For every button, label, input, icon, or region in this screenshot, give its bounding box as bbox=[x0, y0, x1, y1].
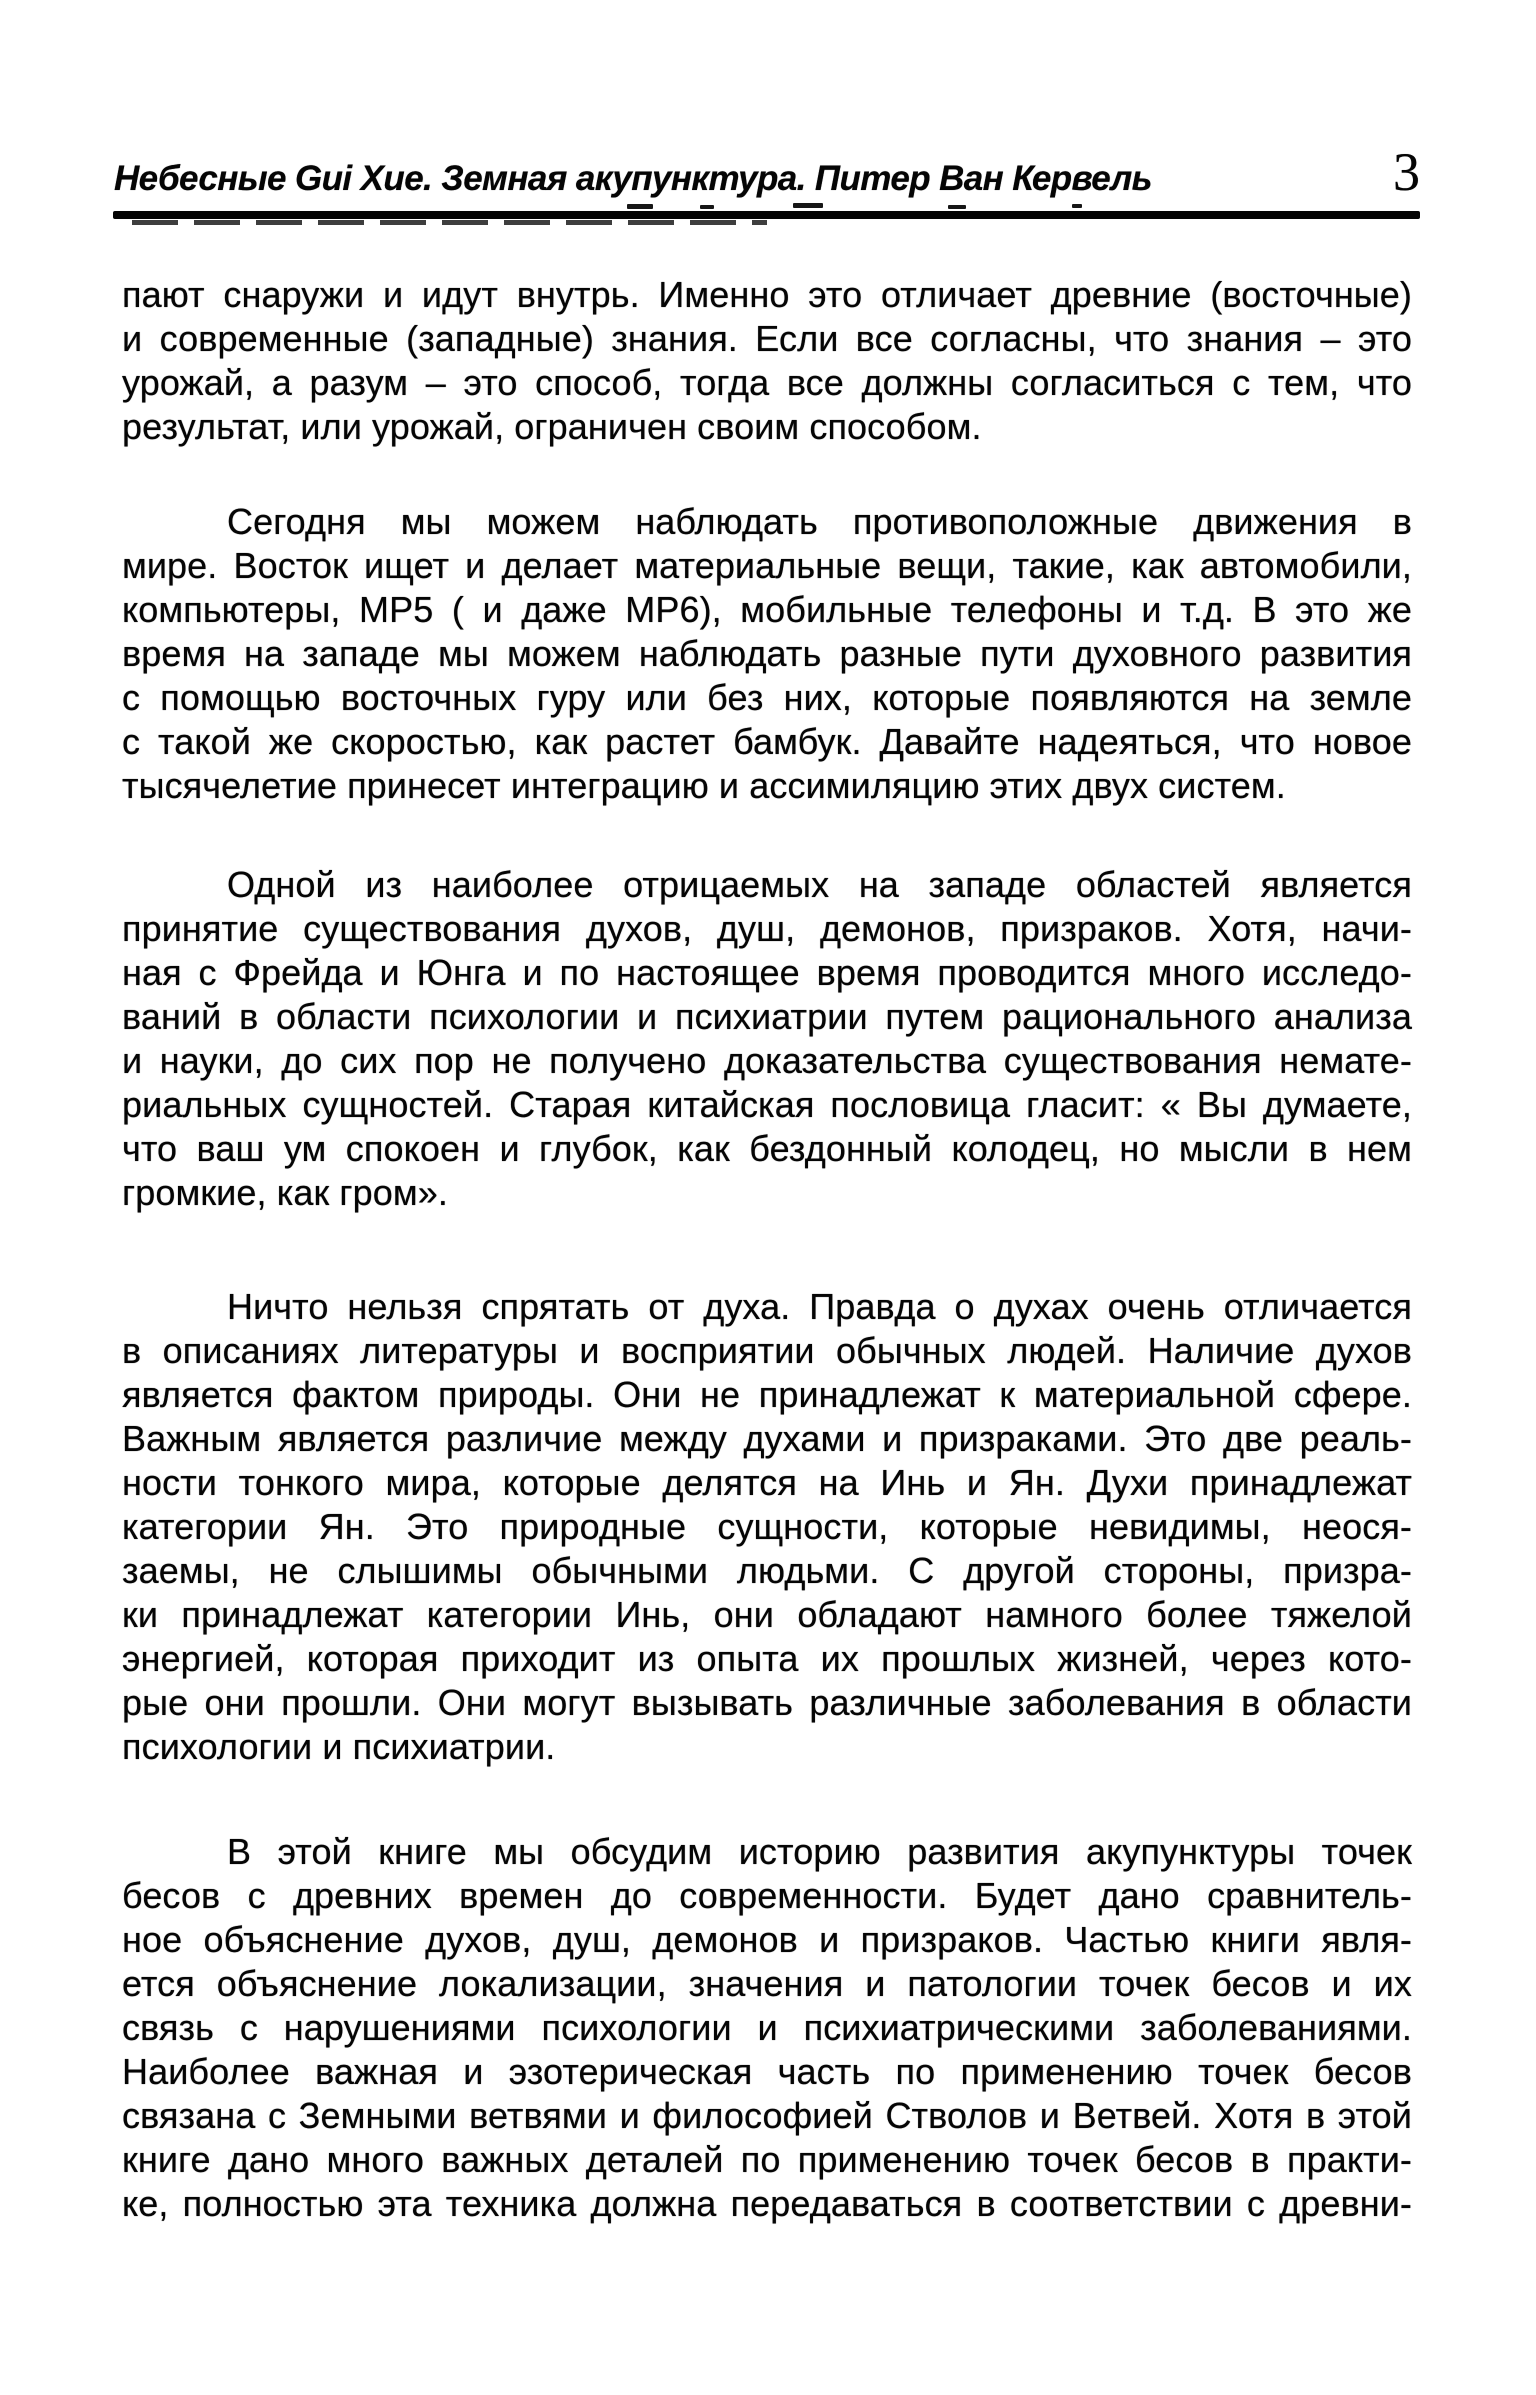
text-line: время на западе мы можем наблюдать разные пути духовного развития bbox=[122, 633, 1412, 674]
text-line: и науки, до сих пор не получено доказательства существования немате- bbox=[122, 1040, 1412, 1081]
scan-artifact bbox=[627, 204, 653, 209]
text-line: ное объяснение духов, душ, демонов и призраков. Частью книги явля- bbox=[122, 1919, 1412, 1960]
scan-artifact bbox=[1072, 204, 1082, 208]
paragraph bbox=[122, 863, 1412, 1215]
text-line: результат, или урожай, ограничен своим способом. bbox=[122, 406, 982, 447]
text-line: ности тонкого мира, которые делятся на Инь и Ян. Духи принадлежат bbox=[122, 1462, 1412, 1503]
text-line: ке, полностью эта техника должна передаваться в соответствии с древни- bbox=[122, 2183, 1412, 2224]
text-line: что ваш ум спокоен и глубок, как бездонный колодец, но мысли в нем bbox=[122, 1128, 1412, 1169]
text-line: энергией, которая приходит из опыта их прошлых жизней, через кото- bbox=[122, 1638, 1412, 1679]
text-line: книге дано много важных деталей по применению точек бесов в практи- bbox=[122, 2139, 1412, 2180]
scan-artifact bbox=[948, 205, 966, 209]
text-line: принятие существования духов, душ, демонов, призраков. Хотя, начи- bbox=[122, 908, 1412, 949]
scan-artifact bbox=[793, 203, 823, 208]
text-line: Сегодня мы можем наблюдать противоположные движения в bbox=[227, 501, 1412, 542]
paragraph bbox=[122, 1830, 1412, 2226]
text-line: связана с Земными ветвями и философией Стволов и Ветвей. Хотя в этой bbox=[122, 2095, 1412, 2136]
paragraph bbox=[122, 500, 1412, 808]
text-line: В этой книге мы обсудим историю развития акупунктуры точек bbox=[227, 1831, 1412, 1872]
text-line: громкие, как гром». bbox=[122, 1172, 448, 1213]
page-number: 3 bbox=[1393, 142, 1420, 202]
text-line: связь с нарушениями психологии и психиатрическими заболеваниями. bbox=[122, 2007, 1412, 2048]
text-line: урожай, а разум – это способ, тогда все должны согласиться с тем, что bbox=[122, 362, 1412, 403]
paragraph bbox=[122, 273, 1412, 449]
scan-artifact-ghost-line bbox=[132, 220, 767, 225]
body-text bbox=[122, 273, 1412, 2226]
running-header bbox=[114, 142, 1420, 202]
text-line: Ничто нельзя спрятать от духа. Правда о духах очень отличается bbox=[227, 1286, 1412, 1327]
text-line: Одной из наиболее отрицаемых на западе областей является bbox=[227, 864, 1412, 905]
text-line: пают снаружи и идут внутрь. Именно это отличает древние (восточные) bbox=[122, 274, 1412, 315]
text-line: категории Ян. Это природные сущности, которые невидимы, неося- bbox=[122, 1506, 1412, 1547]
text-line: мире. Восток ищет и делает материальные вещи, такие, как автомобили, bbox=[122, 545, 1412, 586]
text-line: ная с Фрейда и Юнга и по настоящее время проводится много исследо- bbox=[122, 952, 1412, 993]
text-line: и современные (западные) знания. Если все согласны, что знания – это bbox=[122, 318, 1412, 359]
paragraph bbox=[122, 1285, 1412, 1769]
text-line: тысячелетие принесет интеграцию и ассимиляцию этих двух систем. bbox=[122, 765, 1286, 806]
text-line: компьютеры, MP5 ( и даже MP6), мобильные телефоны и т.д. В это же bbox=[122, 589, 1412, 630]
text-line: рые они прошли. Они могут вызывать различные заболевания в области bbox=[122, 1682, 1412, 1723]
text-line: Наиболее важная и эзотерическая часть по применению точек бесов bbox=[122, 2051, 1412, 2092]
text-line: ки принадлежат категории Инь, они обладают намного более тяжелой bbox=[122, 1594, 1412, 1635]
scan-artifact bbox=[700, 205, 714, 209]
text-line: является фактом природы. Они не принадлежат к материальной сфере. bbox=[122, 1374, 1412, 1415]
text-line: бесов с древних времен до современности. Будет дано сравнитель- bbox=[122, 1875, 1412, 1916]
text-line: с помощью восточных гуру или без них, которые появляются на земле bbox=[122, 677, 1412, 718]
text-line: ется объяснение локализации, значения и патологии точек бесов и их bbox=[122, 1963, 1412, 2004]
running-header-title: Небесные Gui Xue. Земная акупунктура. Питер Ван Кервель bbox=[114, 159, 1152, 198]
text-line: Важным является различие между духами и призраками. Это две реаль- bbox=[122, 1418, 1412, 1459]
text-line: ваний в области психологии и психиатрии путем рационального анализа bbox=[122, 996, 1412, 1037]
text-line: в описаниях литературы и восприятии обычных людей. Наличие духов bbox=[122, 1330, 1412, 1371]
header-rule bbox=[113, 211, 1420, 219]
text-line: заемы, не слышимы обычными людьми. С другой стороны, призра- bbox=[122, 1550, 1412, 1591]
text-line: психологии и психиатрии. bbox=[122, 1726, 556, 1767]
text-line: риальных сущностей. Старая китайская пословица гласит: « Вы думаете, bbox=[122, 1084, 1412, 1125]
text-line: с такой же скоростью, как растет бамбук. Давайте надеяться, что новое bbox=[122, 721, 1412, 762]
